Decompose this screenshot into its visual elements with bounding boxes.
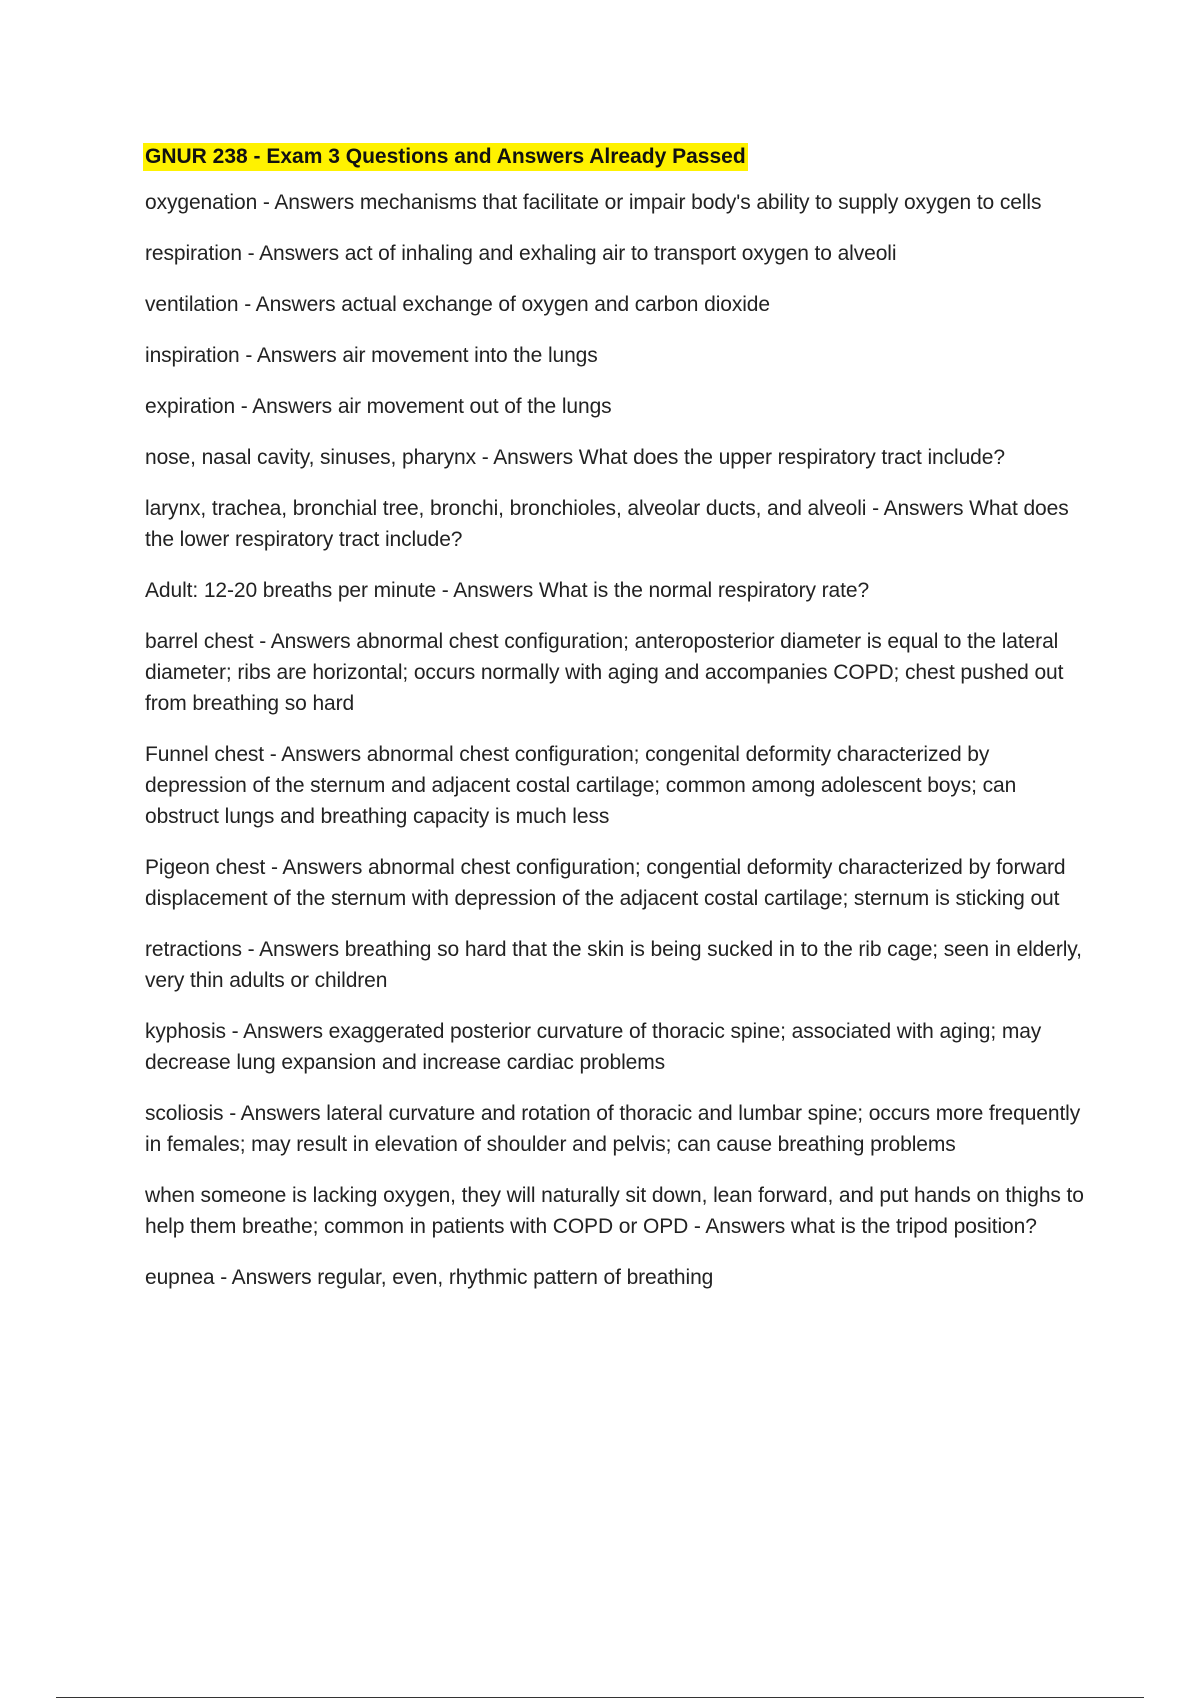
qa-entry: ventilation - Answers actual exchange of oxygen and carbon dioxide [145,293,770,316]
qa-entry: inspiration - Answers air movement into the lungs [145,344,598,367]
page-bottom-divider [56,1697,1144,1698]
qa-entry: oxygenation - Answers mechanisms that facilitate or impair body's ability to supply oxygen to cells [145,191,1042,214]
document-body [145,143,1090,1313]
qa-entry: expiration - Answers air movement out of the lungs [145,395,612,418]
qa-entry: scoliosis - Answers lateral curvature and rotation of thoracic and lumbar spine; occurs more frequently in females; may result in elevation of shoulder and pelvis; can cause breathing problems [145,1102,1081,1156]
qa-entry: retractions - Answers breathing so hard that the skin is being sucked in to the rib cage; seen in elderly, very thin adults or children [145,938,1082,992]
qa-entry: when someone is lacking oxygen, they will naturally sit down, lean forward, and put hands on thighs to help them breathe; common in patients with COPD or OPD - Answers what is the tripod position? [145,1184,1084,1238]
qa-entry: nose, nasal cavity, sinuses, pharynx - Answers What does the upper respiratory tract include? [145,446,1005,469]
qa-entry: larynx, trachea, bronchial tree, bronchi, bronchioles, alveolar ducts, and alveoli - Answers What does the lower respiratory tract include? [145,497,1069,551]
qa-entry: Pigeon chest - Answers abnormal chest configuration; congential deformity characterized by forward displacement of the sternum with depression of the adjacent costal cartilage; sternum is sticking out [145,856,1066,910]
qa-entry: respiration - Answers act of inhaling and exhaling air to transport oxygen to alveoli [145,242,897,265]
qa-entry: kyphosis - Answers exaggerated posterior curvature of thoracic spine; associated with aging; may decrease lung expansion and increase cardiac problems [145,1020,1042,1074]
qa-entry: Adult: 12-20 breaths per minute - Answers What is the normal respiratory rate? [145,579,870,602]
qa-entry: eupnea - Answers regular, even, rhythmic pattern of breathing [145,1266,714,1289]
qa-entry: barrel chest - Answers abnormal chest configuration; anteroposterior diameter is equal to the lateral diameter; ribs are horizontal; occurs normally with aging and accompanies COPD; chest pushed out from breathing so hard [145,630,1064,715]
qa-entry: Funnel chest - Answers abnormal chest configuration; congenital deformity characterized by depression of the sternum and adjacent costal cartilage; common among adolescent boys; can obstruct lungs and breathing capacity is much less [145,743,1017,828]
document-title: GNUR 238 - Exam 3 Questions and Answers Already Passed [143,143,748,171]
